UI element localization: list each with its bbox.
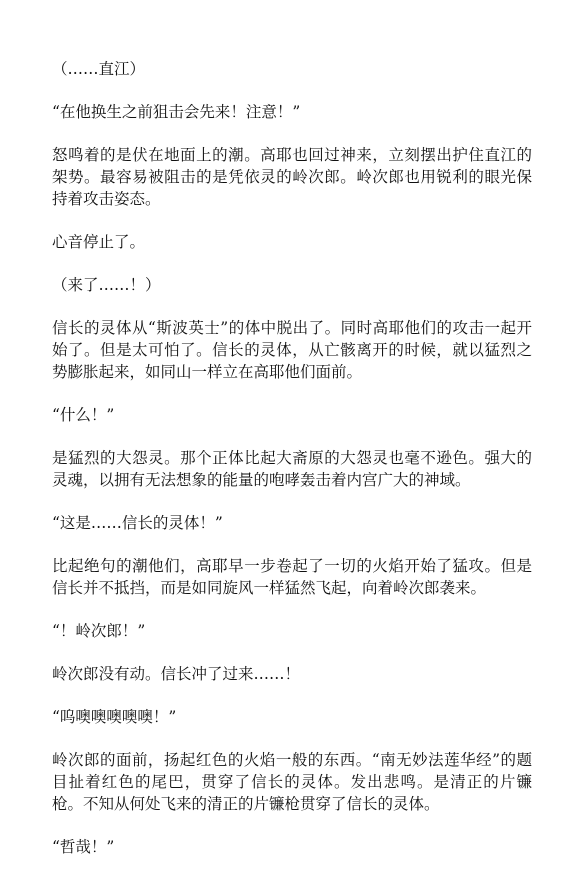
paragraph: （……直江） (52, 60, 146, 78)
paragraph: 岭次郎的面前，扬起红色的火焰一般的东西。“南无妙法莲华经”的题目扯着红色的尾巴，贯穿了信长的灵体。发出悲鸣。是清正的片镰枪。不知从何处飞来的清正的片镰枪贯穿了信长的灵体。 (52, 751, 532, 813)
paragraph: 岭次郎没有动。信长冲了过来……！ (52, 665, 301, 683)
paragraph: 比起绝句的潮他们，高耶早一步卷起了一切的火焰开始了猛攻。但是信长并不抵挡，而是如同旋风一样猛然飞起，向着岭次郎袭来。 (52, 557, 532, 597)
document-body (52, 58, 532, 879)
paragraph: 心音停止了。 (52, 233, 146, 251)
paragraph: （来了……！） (52, 276, 161, 294)
paragraph: “呜噢噢噢噢噢！” (52, 708, 177, 726)
paragraph: “哲哉！” (52, 838, 115, 856)
paragraph: “什么！” (52, 406, 115, 424)
paragraph: 怒鸣着的是伏在地面上的潮。高耶也回过神来，立刻摆出护住直江的架势。最容易被阻击的是凭依灵的岭次郎。岭次郎也用锐利的眼光保持着攻击姿态。 (52, 146, 532, 208)
paragraph: 是猛烈的大怨灵。那个正体比起大斋原的大怨灵也毫不逊色。强大的灵魂，以拥有无法想象的能量的咆哮轰击着内宫广大的神域。 (52, 449, 532, 489)
paragraph: “这是……信长的灵体！” (52, 514, 223, 532)
paragraph: 信长的灵体从“斯波英士”的体中脱出了。同时高耶他们的攻击一起开始了。但是太可怕了。信长的灵体，从亡骸离开的时候，就以猛烈之势膨胀起来，如同山一样立在高耶他们面前。 (52, 319, 532, 381)
paragraph: “在他换生之前狙击会先来！注意！” (52, 103, 301, 121)
paragraph: “！岭次郎！” (52, 622, 146, 640)
